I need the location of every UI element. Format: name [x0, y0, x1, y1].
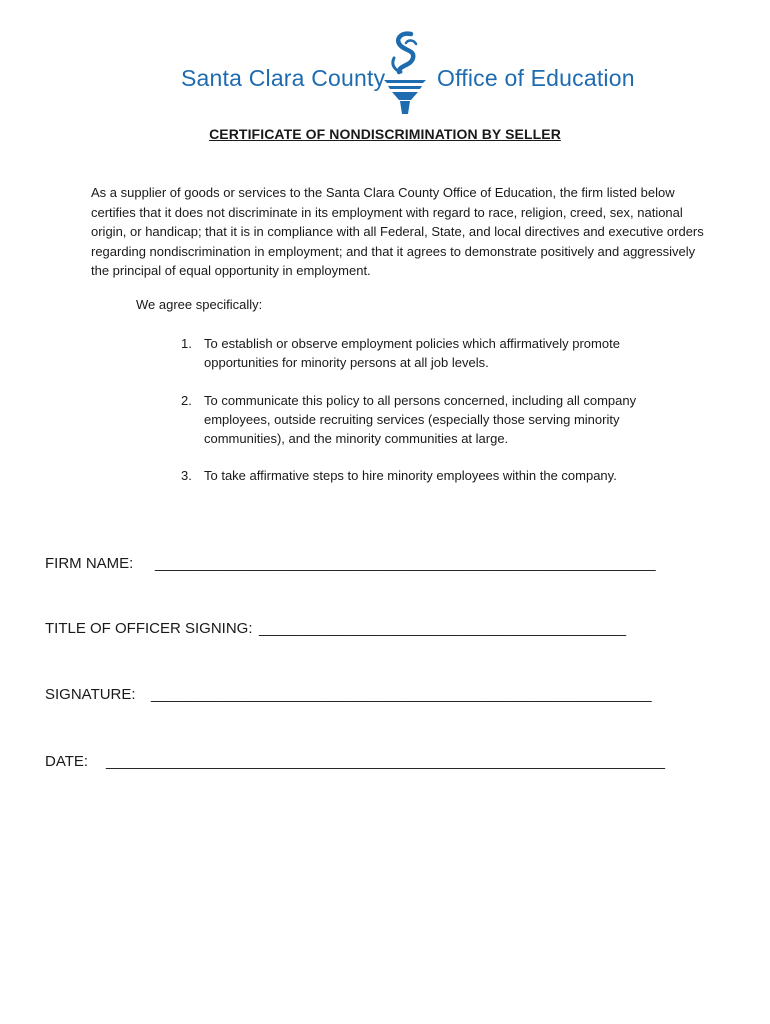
list-item-number: 3. [181, 468, 192, 483]
title-officer-field [45, 620, 627, 637]
firm-name-input-line[interactable]: ____________________________________________________________ [155, 555, 656, 572]
list-item-text: To take affirmative steps to hire minority employees within the company. [204, 468, 617, 483]
intro-paragraph: As a supplier of goods or services to the Santa Clara County Office of Education, the firm listed below certifies that it does not discriminate in its employment with regard to race, religion, creed, sex, national origin, or handicap; that it is in compliance with all Federal, State, and local directives and executive orders regarding nondiscrimination in employment; and that it agrees to demonstrate positively and aggressively the principal of equal opportunity in employment. [91, 185, 704, 278]
list-item-number: 1. [181, 336, 192, 351]
letterhead [0, 30, 770, 116]
list-item [181, 391, 681, 448]
torch-flame-logo-icon [381, 30, 429, 116]
list-item-text: To communicate this policy to all persons concerned, including all company employees, outside recruiting services (especially those serving minority communities), and the minority communities at large. [204, 393, 637, 446]
title-officer-input-line[interactable]: ____________________________________________ [259, 620, 627, 637]
date-input-line[interactable]: ___________________________________________________________________ [106, 753, 665, 770]
date-label: DATE: [45, 753, 89, 770]
list-item [181, 466, 681, 485]
firm-name-field [45, 555, 656, 572]
document-title: CERTIFICATE OF NONDISCRIMINATION BY SELLER [209, 126, 561, 142]
list-item-text: To establish or observe employment policies which affirmatively promote opportunities for minority persons at all job levels. [204, 336, 620, 370]
signature-label: SIGNATURE: [45, 686, 136, 703]
firm-name-label: FIRM NAME: [45, 555, 134, 572]
signature-input-line[interactable]: ____________________________________________________________ [151, 686, 652, 703]
org-name-right: Office of Education [437, 65, 635, 91]
agree-label: We agree specifically: [136, 297, 263, 312]
list-item [181, 334, 681, 372]
date-field [45, 753, 665, 770]
org-name-left: Santa Clara County [181, 65, 386, 91]
signature-field [45, 686, 652, 703]
title-officer-label: TITLE OF OFFICER SIGNING: [45, 620, 253, 637]
list-item-number: 2. [181, 393, 192, 408]
